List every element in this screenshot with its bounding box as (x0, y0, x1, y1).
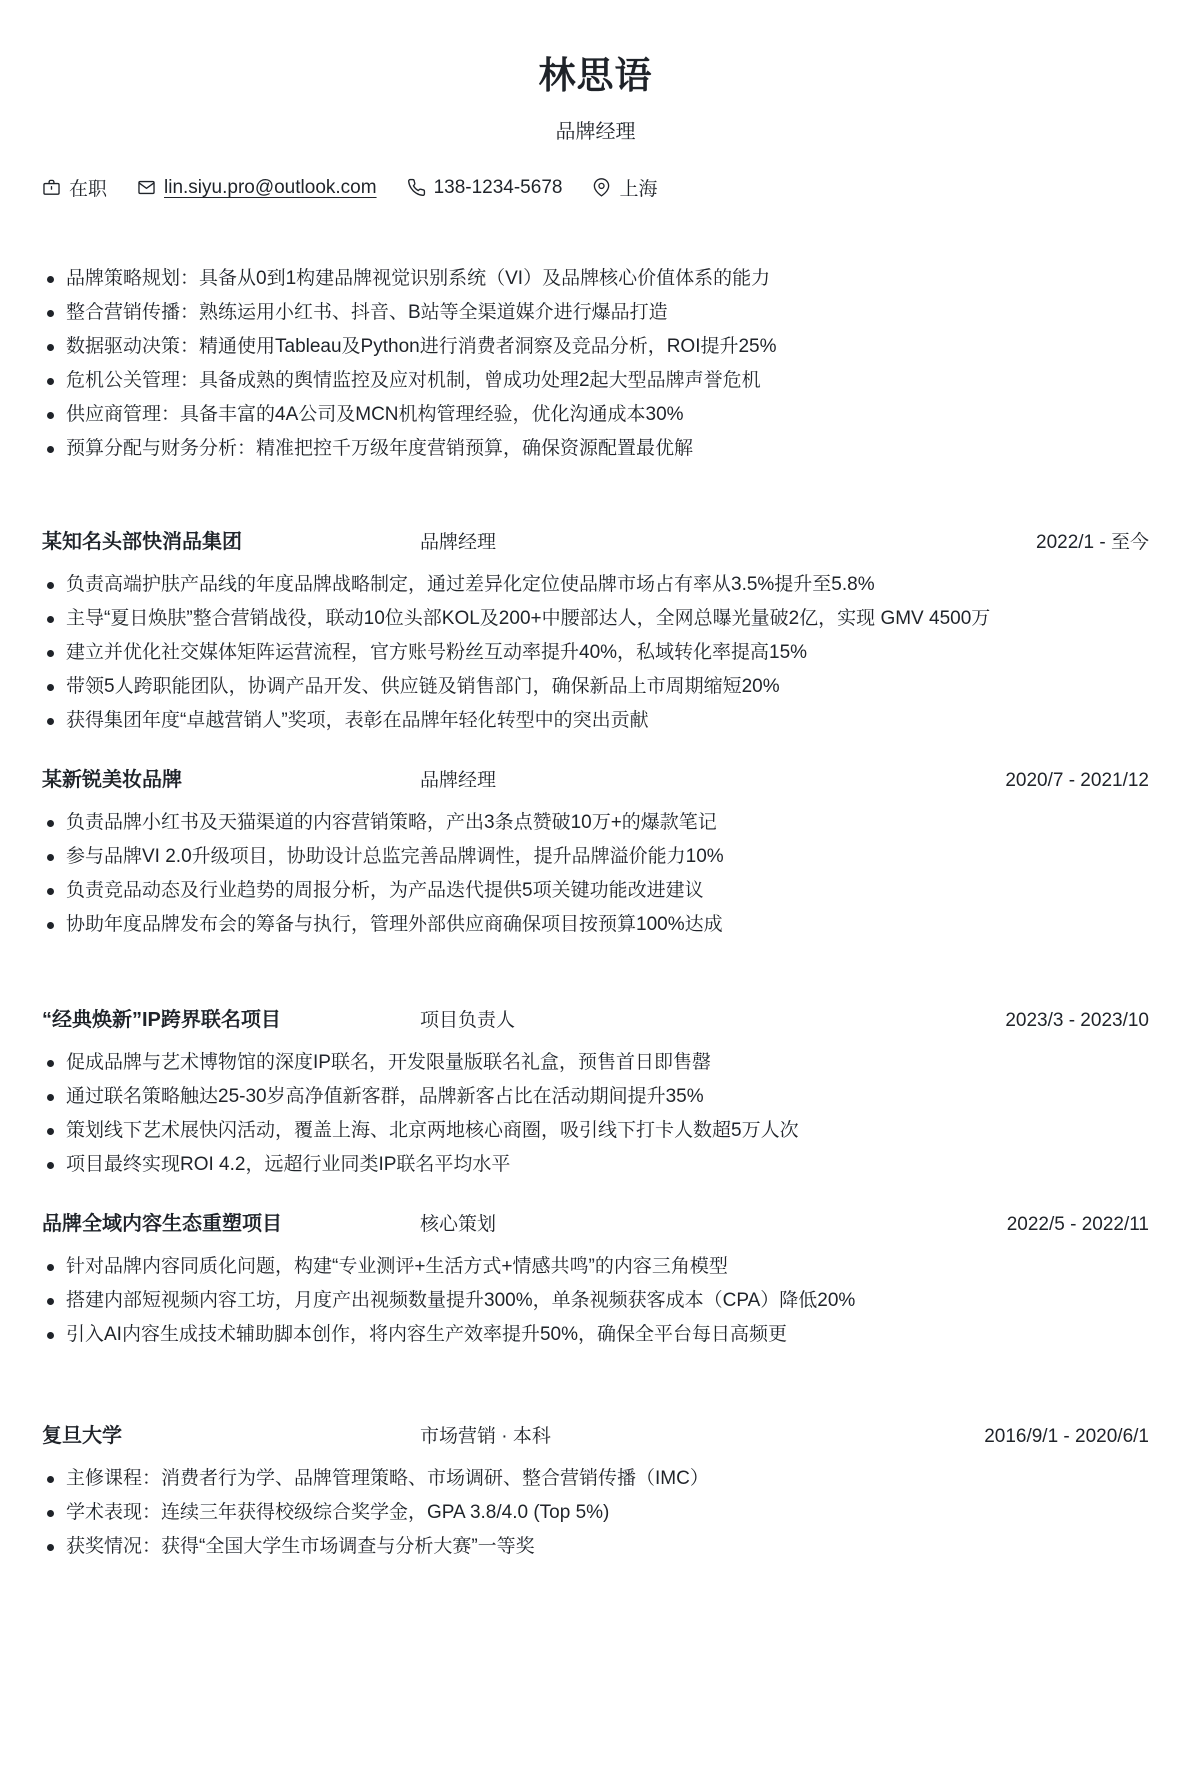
experience-bullet: 负责竞品动态及行业趋势的周报分析，为产品迭代提供5项关键功能改进建议 (42, 875, 1149, 907)
education-entry-header (42, 1419, 1149, 1448)
project-bullet: 针对品牌内容同质化问题，构建“专业测评+生活方式+情感共鸣”的内容三角模型 (42, 1251, 1149, 1283)
experience-section (42, 525, 1149, 941)
employment-status (42, 174, 107, 201)
experience-bullets (42, 807, 1149, 941)
contact-phone (407, 177, 563, 199)
email-link[interactable]: lin.siyu.pro@outlook.com (164, 176, 377, 198)
job-role: 品牌经理 (420, 532, 497, 553)
experience-bullets (42, 569, 1149, 737)
projects-section (42, 1003, 1149, 1351)
experience-bullet: 带领5人跨职能团队，协调产品开发、供应链及销售部门，确保新品上市周期缩短20% (42, 671, 1149, 703)
project-bullet: 搭建内部短视频内容工坊，月度产出视频数量提升300%，单条视频获客成本（CPA）降低20% (42, 1285, 1149, 1317)
skills-list (42, 263, 1149, 465)
education-period: 2016/9/1 - 2020/6/1 (984, 1426, 1149, 1447)
job-period: 2020/7 - 2021/12 (1005, 770, 1149, 791)
project-bullet: 引入AI内容生成技术辅助脚本创作，将内容生产效率提升50%，确保全平台每日高频更 (42, 1319, 1149, 1351)
project-name: “经典焕新”IP跨界联名项目 (42, 1009, 281, 1031)
experience-bullet: 获得集团年度“卓越营销人”奖项，表彰在品牌年轻化转型中的突出贡献 (42, 705, 1149, 737)
briefcase-icon (42, 178, 61, 197)
project-period: 2022/5 - 2022/11 (1006, 1214, 1149, 1235)
employment-status-label: 在职 (69, 179, 108, 200)
skill-item: 预算分配与财务分析：精准把控千万级年度营销预算，确保资源配置最优解 (42, 433, 1149, 465)
project-bullet: 项目最终实现ROI 4.2，远超行业同类IP联名平均水平 (42, 1149, 1149, 1181)
project-role: 核心策划 (420, 1214, 497, 1235)
education-bullet: 主修课程：消费者行为学、品牌管理策略、市场调研、整合营销传播（IMC） (42, 1463, 1149, 1495)
project-bullet: 促成品牌与艺术博物馆的深度IP联名，开发限量版联名礼盒，预售首日即售罄 (42, 1047, 1149, 1079)
experience-bullet: 建立并优化社交媒体矩阵运营流程，官方账号粉丝互动率提升40%，私域转化率提高15% (42, 637, 1149, 669)
education-section (42, 1419, 1149, 1563)
skill-item: 数据驱动决策：精通使用Tableau及Python进行消费者洞察及竞品分析，ROI提升25% (42, 331, 1149, 363)
project-entry-header (42, 1003, 1149, 1032)
education-bullets (42, 1463, 1149, 1563)
skill-item: 品牌策略规划：具备从0到1构建品牌视觉识别系统（VI）及品牌核心价值体系的能力 (42, 263, 1149, 295)
education-bullet: 获奖情况：获得“全国大学生市场调查与分析大赛”一等奖 (42, 1531, 1149, 1563)
skill-item: 供应商管理：具备丰富的4A公司及MCN机构管理经验，优化沟通成本30% (42, 399, 1149, 431)
experience-bullet: 参与品牌VI 2.0升级项目，协助设计总监完善品牌调性，提升品牌溢价能力10% (42, 841, 1149, 873)
project-bullet: 策划线下艺术展快闪活动，覆盖上海、北京两地核心商圈，吸引线下打卡人数超5万人次 (42, 1115, 1149, 1147)
project-entry (42, 1003, 1149, 1181)
phone-number: 138-1234-5678 (433, 176, 563, 198)
experience-bullet: 主导“夏日焕肤”整合营销战役，联动10位头部KOL及200+中腰部达人，全网总曝光量破2亿，实现 GMV 4500万 (42, 603, 1149, 635)
mail-icon (137, 178, 156, 197)
project-entry-header (42, 1207, 1149, 1236)
skill-item: 危机公关管理：具备成熟的舆情监控及应对机制，曾成功处理2起大型品牌声誉危机 (42, 365, 1149, 397)
location-label: 上海 (619, 179, 658, 200)
project-name: 品牌全域内容生态重塑项目 (42, 1213, 282, 1235)
experience-bullet: 负责品牌小红书及天猫渠道的内容营销策略，产出3条点赞破10万+的爆款笔记 (42, 807, 1149, 839)
project-period: 2023/3 - 2023/10 (1005, 1010, 1149, 1031)
experience-bullet: 负责高端护肤产品线的年度品牌战略制定，通过差异化定位使品牌市场占有率从3.5%提升至5.8% (42, 569, 1149, 601)
major-degree: 市场营销 · 本科 (420, 1426, 551, 1447)
school-name: 复旦大学 (42, 1425, 122, 1447)
company-name: 某知名头部快消品集团 (42, 531, 242, 553)
job-role: 品牌经理 (420, 770, 497, 791)
education-entry (42, 1419, 1149, 1563)
experience-bullet: 协助年度品牌发布会的筹备与执行，管理外部供应商确保项目按预算100%达成 (42, 909, 1149, 941)
project-entry (42, 1207, 1149, 1351)
job-period: 2022/1 - 至今 (1036, 532, 1149, 553)
candidate-name: 林思语 (538, 55, 653, 96)
experience-entry (42, 763, 1149, 941)
project-bullets (42, 1047, 1149, 1181)
education-bullet: 学术表现：连续三年获得校级综合奖学金，GPA 3.8/4.0 (Top 5%) (42, 1497, 1149, 1529)
experience-entry (42, 525, 1149, 737)
project-role: 项目负责人 (420, 1010, 516, 1031)
skill-item: 整合营销传播：熟练运用小红书、抖音、B站等全渠道媒介进行爆品打造 (42, 297, 1149, 329)
experience-entry-header (42, 763, 1149, 792)
location-pin-icon (592, 178, 611, 197)
contact-row (42, 174, 1149, 201)
candidate-title: 品牌经理 (555, 121, 636, 143)
company-name: 某新锐美妆品牌 (42, 769, 182, 791)
contact-location (592, 174, 657, 201)
experience-entry-header (42, 525, 1149, 554)
contact-email (137, 177, 377, 199)
phone-icon (407, 178, 426, 197)
project-bullets (42, 1251, 1149, 1351)
project-bullet: 通过联名策略触达25-30岁高净值新客群，品牌新客占比在活动期间提升35% (42, 1081, 1149, 1113)
